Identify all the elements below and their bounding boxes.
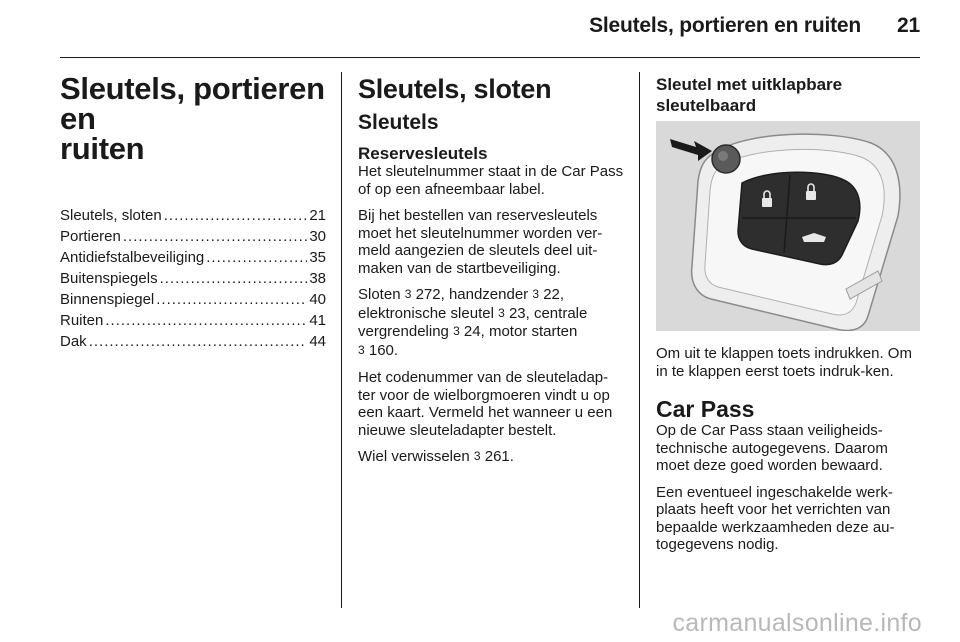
page-ref-link[interactable]: 261 bbox=[484, 448, 510, 465]
toc-page: 40 bbox=[309, 291, 326, 308]
chapter-title-line: Sleutels, portieren en bbox=[60, 71, 325, 136]
page-ref-arrow-icon: 3 bbox=[358, 342, 365, 357]
toc-entry[interactable] bbox=[60, 226, 326, 247]
ref-text: handzender bbox=[448, 286, 533, 303]
toc-page: 21 bbox=[309, 207, 326, 224]
page-ref-arrow-icon: 3 bbox=[532, 287, 540, 301]
subsection-title: Reservesleutels bbox=[358, 144, 488, 163]
ref-sep: , bbox=[440, 286, 449, 303]
running-head-title: Sleutels, portieren en ruiten bbox=[589, 14, 862, 37]
ref-sep: , bbox=[525, 304, 534, 322]
ref-sep: , bbox=[480, 323, 489, 340]
toc-page: 35 bbox=[309, 249, 326, 266]
key-fob-icon bbox=[656, 121, 920, 331]
toc-entry[interactable] bbox=[60, 247, 326, 268]
ref-text: elektronische sleutel bbox=[358, 304, 499, 322]
page-ref-link[interactable]: 272 bbox=[415, 286, 441, 303]
toc-entry[interactable] bbox=[60, 268, 326, 289]
toc-label: Portieren bbox=[60, 228, 121, 245]
page-ref-link[interactable]: 24 bbox=[463, 323, 481, 340]
toc-label: Ruiten bbox=[60, 312, 104, 329]
toc-page: 44 bbox=[309, 333, 326, 350]
key-column bbox=[656, 74, 920, 563]
watermark: carmanualsonline.info bbox=[672, 609, 922, 637]
chapter-title bbox=[60, 71, 326, 166]
toc-label: Dak bbox=[60, 333, 87, 350]
paragraph: Op de Car Pass staan veiligheids-technische autogegevens. Daarom moet deze goed worden bewaard. bbox=[656, 422, 888, 474]
paragraph: Bij het bestellen van reservesleutels moet het sleutelnummer worden ver-meld aangezien de sleutels deel uit-maken van de startbeveiliging. bbox=[358, 207, 603, 277]
toc-label: Sleutels, sloten bbox=[60, 207, 162, 224]
toc-leader bbox=[89, 331, 308, 352]
key-illustration bbox=[656, 121, 920, 331]
reference-paragraph bbox=[358, 286, 624, 360]
car-pass-title: Car Pass bbox=[656, 396, 755, 422]
ref-sep: . bbox=[393, 341, 399, 359]
paragraph: Het sleutelnummer staat in de Car Pass of op een afneembaar label. bbox=[358, 163, 624, 198]
key-section-title-line: Sleutel met uitklapbare bbox=[656, 75, 843, 94]
page-ref-arrow-icon: 3 bbox=[473, 449, 481, 463]
page-ref-arrow-icon: 3 bbox=[404, 287, 412, 301]
page-number: 21 bbox=[897, 14, 920, 37]
key-caption: Om uit te klappen toets indrukken. Om in te klappen eerst toets indruk-ken. bbox=[656, 345, 912, 380]
running-head bbox=[0, 14, 920, 38]
toc-label: Buitenspiegels bbox=[60, 270, 158, 287]
toc-leader bbox=[206, 247, 307, 268]
toc-entry[interactable] bbox=[60, 205, 326, 226]
ref-text: Wiel verwisselen bbox=[358, 448, 474, 465]
toc-leader bbox=[160, 268, 308, 289]
toc-leader bbox=[123, 226, 307, 247]
header-rule bbox=[60, 57, 920, 58]
page-ref-link[interactable]: 23 bbox=[508, 304, 526, 322]
ref-sep: . bbox=[509, 448, 514, 465]
toc-page: 38 bbox=[309, 270, 326, 287]
toc-entry[interactable] bbox=[60, 310, 326, 331]
toc-leader bbox=[105, 310, 307, 331]
table-of-contents bbox=[60, 205, 326, 352]
column-divider bbox=[341, 72, 342, 608]
toc-page: 41 bbox=[309, 312, 326, 329]
key-section-title-line: sleutelbaard bbox=[656, 96, 757, 115]
toc-entry[interactable] bbox=[60, 331, 326, 352]
toc-leader bbox=[164, 205, 308, 226]
paragraph: Het codenummer van de sleuteladap-ter voor de wielborgmoeren vindt u op een kaart. Vermeld het wanneer u een nieuwe sleuteladapter bestelt. bbox=[358, 369, 613, 439]
toc-page: 30 bbox=[309, 228, 326, 245]
section-title: Sleutels, sloten bbox=[358, 74, 552, 104]
section-subtitle: Sleutels bbox=[358, 111, 439, 134]
page-ref-arrow-icon: 3 bbox=[453, 324, 460, 338]
page-ref-arrow-icon: 3 bbox=[498, 305, 505, 320]
ref-sep: , bbox=[559, 286, 565, 303]
toc-label: Binnenspiegel bbox=[60, 291, 155, 308]
section-column bbox=[358, 74, 624, 476]
toc-leader bbox=[156, 289, 307, 310]
chapter-title-line: ruiten bbox=[60, 131, 145, 166]
toc-label: Antidiefstalbeveiliging bbox=[60, 249, 205, 266]
toc-entry[interactable] bbox=[60, 289, 326, 310]
ref-text: motor starten bbox=[488, 323, 578, 340]
ref-text: Sloten bbox=[358, 286, 405, 303]
ref-text: centrale vergrendeling bbox=[358, 304, 588, 340]
key-section-title bbox=[656, 74, 920, 116]
page-ref-link[interactable]: 22 bbox=[543, 286, 560, 303]
reference-paragraph bbox=[358, 448, 624, 467]
page-ref-link[interactable]: 160 bbox=[368, 341, 394, 359]
chapter-column bbox=[60, 71, 326, 352]
column-divider bbox=[639, 72, 640, 608]
paragraph: Een eventueel ingeschakelde werk-plaats heeft voor het verrichten van bepaalde werkzaamheden deze au-togegevens nodig. bbox=[656, 483, 895, 553]
